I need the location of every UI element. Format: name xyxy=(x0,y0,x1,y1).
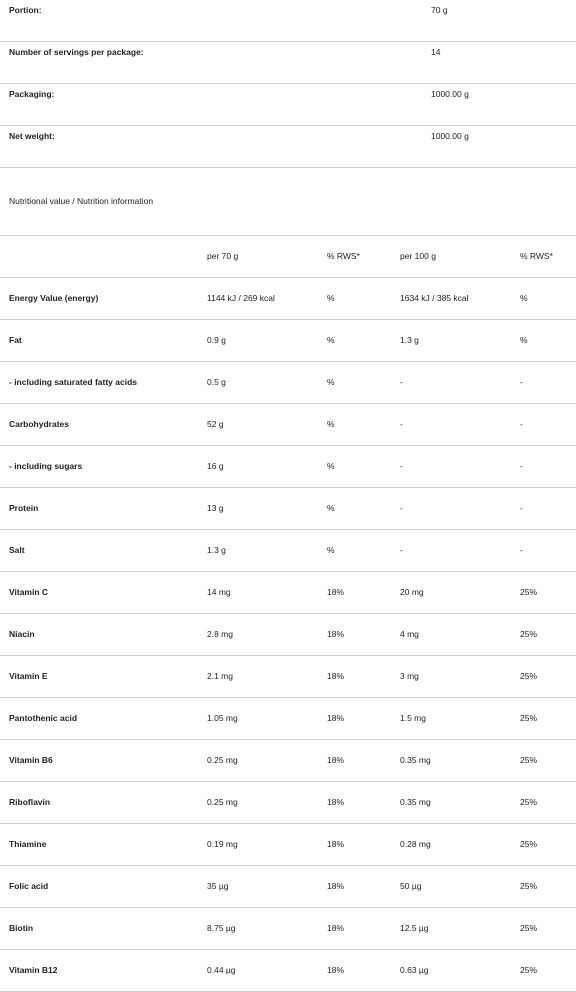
per-70-value: 0.9 g xyxy=(207,335,226,345)
rws-100-value: 25% xyxy=(520,797,538,807)
per-70-value: 0.25 mg xyxy=(207,797,238,807)
per-70-value: 0.25 mg xyxy=(207,755,238,765)
nutrient-name: Biotin xyxy=(9,923,34,933)
rws-70-value: % xyxy=(327,293,335,303)
rws-100-value: - xyxy=(520,461,523,471)
table-row xyxy=(0,278,576,320)
info-row-servings xyxy=(0,42,576,84)
per-100-value: 0.35 mg xyxy=(400,797,431,807)
nutrient-name: - including sugars xyxy=(9,461,83,471)
rws-70-value: 18% xyxy=(327,671,345,681)
rws-100-value: - xyxy=(520,377,523,387)
table-row xyxy=(0,698,576,740)
table-row xyxy=(0,824,576,866)
per-100-value: 12.5 µg xyxy=(400,923,429,933)
rws-100-value: 25% xyxy=(520,923,538,933)
table-row xyxy=(0,866,576,908)
table-row xyxy=(0,740,576,782)
per-100-value: - xyxy=(400,419,403,429)
table-row xyxy=(0,950,576,992)
rws-70-value: 18% xyxy=(327,839,345,849)
product-info-table xyxy=(0,0,576,168)
rws-100-value: 25% xyxy=(520,755,538,765)
rws-70-value: 18% xyxy=(327,923,345,933)
info-label: Net weight: xyxy=(9,131,55,141)
per-100-value: 0.28 mg xyxy=(400,839,431,849)
per-70-value: 1144 kJ / 269 kcal xyxy=(207,293,275,303)
rws-100-value: 25% xyxy=(520,671,538,681)
nutrient-name: Niacin xyxy=(9,629,35,639)
per-100-value: 1634 kJ / 385 kcal xyxy=(400,293,469,303)
per-70-value: 1.05 mg xyxy=(207,713,238,723)
rws-70-value: 18% xyxy=(327,881,345,891)
table-row xyxy=(0,908,576,950)
per-70-value: 2.8 mg xyxy=(207,629,233,639)
nutrient-name: Vitamin B12 xyxy=(9,965,58,975)
nutrient-name: Carbohydrates xyxy=(9,419,69,429)
info-value: 1000.00 g xyxy=(431,89,469,99)
rws-70-value: % xyxy=(327,503,335,513)
per-70-value: 0.5 g xyxy=(207,377,226,387)
per-70-value: 0.44 µg xyxy=(207,965,236,975)
header-cell-rws-70: % RWS* xyxy=(327,251,360,261)
info-label: Portion: xyxy=(9,5,42,15)
per-100-value: - xyxy=(400,377,403,387)
nutrition-title: Nutritional value / Nutrition information xyxy=(9,196,154,206)
header-cell-per-100: per 100 g xyxy=(400,251,436,261)
per-100-value: - xyxy=(400,461,403,471)
table-row xyxy=(0,572,576,614)
rws-100-value: 25% xyxy=(520,965,538,975)
per-100-value: - xyxy=(400,545,403,555)
rws-100-value: 25% xyxy=(520,839,538,849)
nutrition-section-heading xyxy=(0,168,576,235)
info-row-packaging xyxy=(0,84,576,126)
table-row xyxy=(0,656,576,698)
rws-70-value: 18% xyxy=(327,965,345,975)
rws-70-value: % xyxy=(327,335,335,345)
info-value: 70 g xyxy=(431,5,448,15)
header-cell-rws-100: % RWS* xyxy=(520,251,553,261)
info-row-portion xyxy=(0,0,576,42)
table-row xyxy=(0,488,576,530)
per-70-value: 2.1 mg xyxy=(207,671,233,681)
per-100-value: 1.3 g xyxy=(400,335,419,345)
nutrient-name: Salt xyxy=(9,545,25,555)
table-row xyxy=(0,614,576,656)
nutrient-name: Riboflavin xyxy=(9,797,51,807)
per-100-value: 50 µg xyxy=(400,881,422,891)
info-label: Packaging: xyxy=(9,89,55,99)
rws-100-value: - xyxy=(520,545,523,555)
per-70-value: 14 mg xyxy=(207,587,231,597)
nutrient-name: Thiamine xyxy=(9,839,47,849)
info-value: 14 xyxy=(431,47,441,57)
per-100-value: 3 mg xyxy=(400,671,419,681)
nutrient-name: Pantothenic acid xyxy=(9,713,78,723)
table-row xyxy=(0,320,576,362)
per-100-value: 1.5 mg xyxy=(400,713,426,723)
rws-70-value: 18% xyxy=(327,755,345,765)
nutrient-name: Energy Value (energy) xyxy=(9,293,99,303)
rws-100-value: - xyxy=(520,419,523,429)
nutrition-table xyxy=(0,235,576,992)
rws-100-value: 25% xyxy=(520,713,538,723)
nutrient-name: Protein xyxy=(9,503,39,513)
nutrient-name: Vitamin C xyxy=(9,587,49,597)
table-row xyxy=(0,446,576,488)
rws-100-value: - xyxy=(520,503,523,513)
info-label: Number of servings per package: xyxy=(9,47,144,57)
rws-100-value: 25% xyxy=(520,629,538,639)
rws-100-value: 25% xyxy=(520,881,538,891)
per-70-value: 13 g xyxy=(207,503,224,513)
per-70-value: 16 g xyxy=(207,461,224,471)
per-70-value: 1.3 g xyxy=(207,545,226,555)
per-100-value: 4 mg xyxy=(400,629,419,639)
rws-70-value: 18% xyxy=(327,797,345,807)
per-100-value: - xyxy=(400,503,403,513)
nutrient-name: Vitamin E xyxy=(9,671,48,681)
nutrient-name: Fat xyxy=(9,335,22,345)
per-70-value: 52 g xyxy=(207,419,224,429)
nutrient-name: Folic acid xyxy=(9,881,49,891)
table-row xyxy=(0,362,576,404)
rws-70-value: % xyxy=(327,377,335,387)
header-cell-per-70: per 70 g xyxy=(207,251,239,261)
rws-70-value: 18% xyxy=(327,587,345,597)
nutrient-name: - including saturated fatty acids xyxy=(9,377,137,387)
per-100-value: 20 mg xyxy=(400,587,424,597)
table-row xyxy=(0,404,576,446)
nutrient-name: Vitamin B6 xyxy=(9,755,53,765)
rws-70-value: % xyxy=(327,461,335,471)
rws-70-value: 18% xyxy=(327,713,345,723)
rws-100-value: 25% xyxy=(520,587,538,597)
rws-70-value: % xyxy=(327,419,335,429)
rws-70-value: % xyxy=(327,545,335,555)
per-100-value: 0.63 µg xyxy=(400,965,429,975)
per-70-value: 8.75 µg xyxy=(207,923,236,933)
per-100-value: 0.35 mg xyxy=(400,755,431,765)
info-value: 1000.00 g xyxy=(431,131,469,141)
nutrition-header-row xyxy=(0,236,576,278)
info-row-net-weight xyxy=(0,126,576,168)
rws-100-value: % xyxy=(520,335,528,345)
rws-100-value: % xyxy=(520,293,528,303)
rws-70-value: 18% xyxy=(327,629,345,639)
table-row xyxy=(0,530,576,572)
per-70-value: 0.19 mg xyxy=(207,839,238,849)
per-70-value: 35 µg xyxy=(207,881,229,891)
table-row xyxy=(0,782,576,824)
